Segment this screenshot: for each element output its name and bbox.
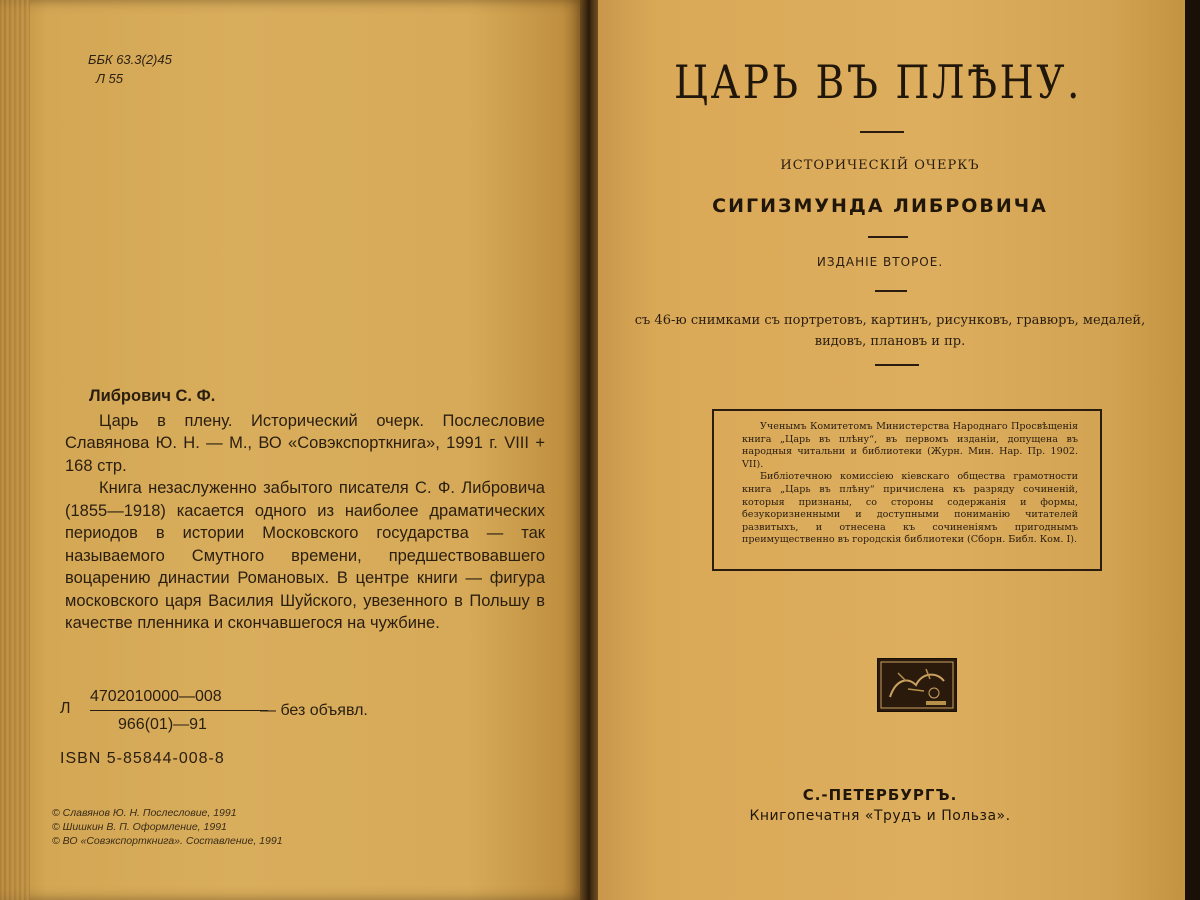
background-edge: [1185, 0, 1200, 900]
annotation-block: [65, 385, 545, 635]
divider-rule: [860, 131, 904, 133]
fraction-line: [90, 710, 268, 711]
classification-block: [88, 50, 172, 88]
book-summary: Книга незаслуженно забытого писателя С. Ф. Либровича (1855—1918) касается одного из наиболее драматических периодов в истории Московского государства — так называемого Смутного времени, предшествовавшего воцарению династии Романовых. В центре книги — фигура московского царя Василия Шуйского, увезенного в Польшу в качестве пленника и скончавшегося на чужбине.: [65, 479, 545, 632]
emblem-graphic: [878, 659, 956, 711]
illustrations-note: съ 46-ю снимками съ портретовъ, картинъ, рисунковъ, гравюръ, медалей, видовъ, плановъ и пр.: [634, 313, 1146, 349]
edition-label: ИЗДАНІЕ ВТОРОЕ.: [816, 255, 944, 269]
publisher-emblem-icon: [877, 658, 957, 712]
catalog-note: — без объявл.: [260, 702, 368, 719]
divider-rule: [875, 364, 919, 366]
notice-paragraph: Библіотечною комиссіею кіевскаго общества грамотности книга „Царь въ плѣну“ причислена къ разряду сочиненій, которыя признаны, со стороны содержанія и формы, безукоризненными и доступными пониманію читателей развитыхъ, и отнесена къ сочиненіямъ пригоднымъ преимущественно въ городскія библиотеки (Сборн. Библ. Ком. I).: [742, 471, 1078, 546]
copyright-block: [52, 806, 283, 848]
approval-notice-box: [712, 409, 1102, 571]
book-author: СИГИЗМУНДА ЛИБРОВИЧА: [712, 195, 1048, 217]
book-gutter: [580, 0, 600, 900]
classification-code: Л 55: [96, 71, 123, 86]
book-title: ЦАРЬ ВЪ ПЛѢНУ.: [673, 55, 1082, 109]
page-stack-edge: [0, 0, 30, 900]
bbk-code: ББК 63.3(2)45: [88, 52, 172, 67]
book-subtitle: ИСТОРИЧЕСКІЙ ОЧЕРКЪ: [780, 158, 980, 173]
catalog-denominator: 966(01)—91: [118, 716, 207, 733]
copyright-line: © Шишкин В. П. Оформление, 1991: [52, 821, 227, 833]
copyright-line: © Славянов Ю. Н. Послесловие, 1991: [52, 807, 237, 819]
catalog-numerator: 4702010000—008: [90, 688, 222, 705]
printer-name: Книгопечатня «Трудъ и Польза».: [749, 808, 1011, 824]
notice-paragraph: Ученымъ Комитетомъ Министерства Народнаго Просвѣщенія книга „Царь въ плѣну“, въ первомъ изданіи, допущена въ народныя читальни и библиотеки (Журн. Мин. Нар. Пр. 1902. VII).: [742, 421, 1078, 470]
bibliographic-entry: Царь в плену. Исторический очерк. Послесловие Славянова Ю. Н. — М., ВО «Совэкспорткнига», 1991 г. VIII + 168 стр.: [65, 411, 545, 475]
annotation-author: Либрович С. Ф.: [89, 387, 216, 405]
isbn: ISBN 5-85844-008-8: [60, 750, 225, 767]
divider-rule: [875, 290, 907, 292]
catalog-letter: Л: [60, 700, 71, 717]
divider-rule: [868, 236, 908, 238]
approval-notice-text: [742, 421, 1078, 547]
copyright-line: © ВО «Совэкспорткнига». Составление, 1991: [52, 835, 283, 847]
publication-city: С.-ПЕТЕРБУРГЪ.: [802, 786, 958, 804]
